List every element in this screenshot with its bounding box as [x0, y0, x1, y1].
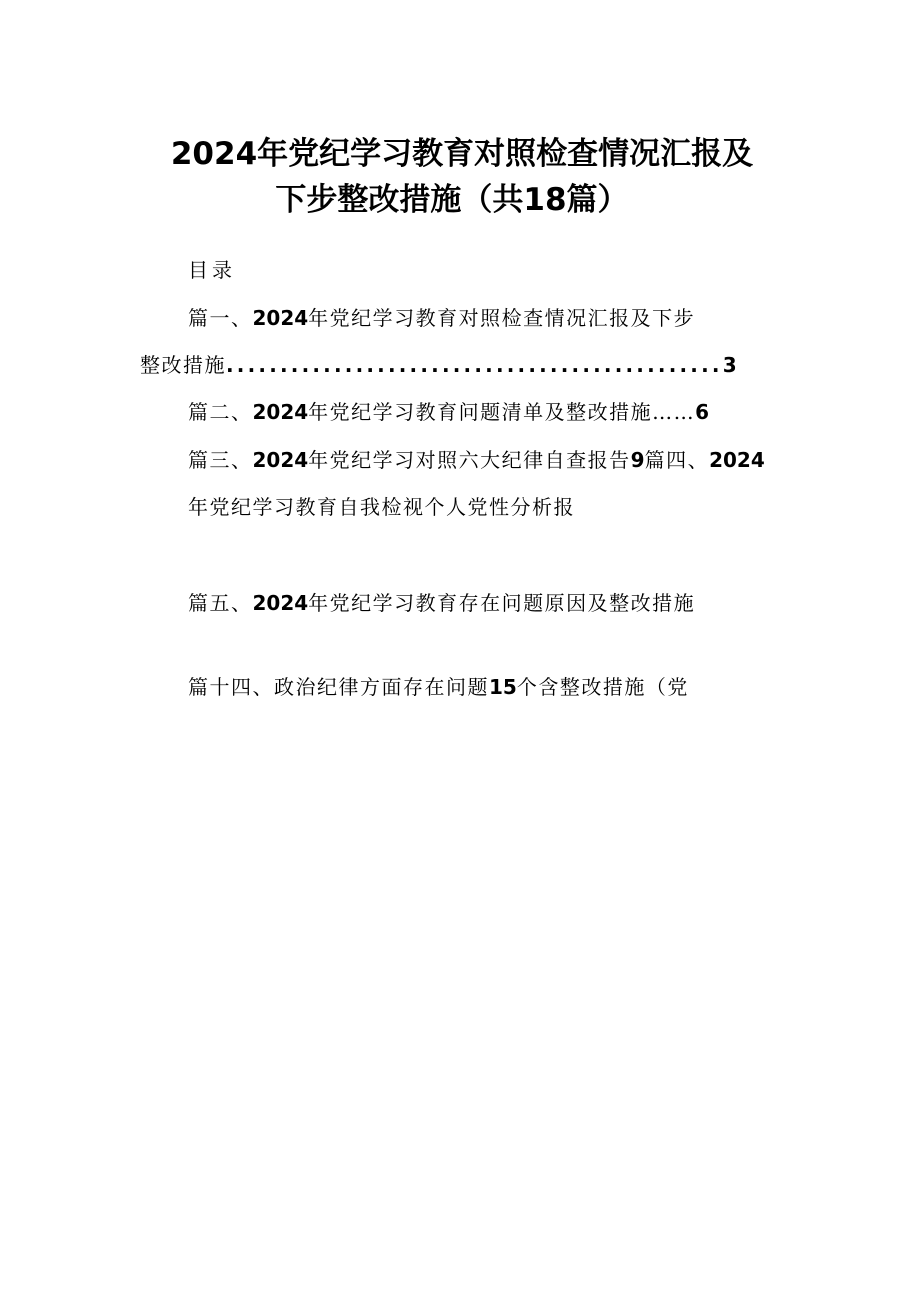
- toc-entry-5-year: 2024: [252, 591, 309, 615]
- toc-entry-2-year: 2024: [252, 400, 309, 424]
- toc-entry-1-title-b: 整改措施: [140, 353, 226, 377]
- toc-entry-4-line-2[interactable]: [188, 493, 575, 521]
- toc-entry-2-prefix: 篇二、: [188, 400, 253, 424]
- toc-entry-3-year: 2024: [252, 448, 309, 472]
- toc-entry-1-page: 3: [722, 353, 737, 377]
- toc-entry-5-prefix: 篇五、: [188, 591, 253, 615]
- toc-entry-1-title-a: 年党纪学习教育对照检查情况汇报及下步: [308, 306, 696, 330]
- toc-entry-4-title: 年党纪学习教育自我检视个人党性分析报: [188, 495, 575, 519]
- document-title-line-2: 下步整改措施（共18篇）: [275, 182, 629, 218]
- toc-entry-1-year: 2024: [252, 306, 309, 330]
- toc-entry-5-title: 年党纪学习教育存在问题原因及整改措施: [308, 591, 696, 615]
- toc-entry-4-year: 2024: [709, 448, 765, 472]
- toc-entry-2-title: 年党纪学习教育问题清单及整改措施……: [308, 400, 696, 424]
- toc-entry-1-line-2[interactable]: [140, 351, 737, 379]
- toc-entry-1-leader-dots: ..............................................: [226, 353, 723, 377]
- document-title-line-1: 2024年党纪学习教育对照检查情况汇报及: [170, 136, 754, 172]
- toc-entry-3-prefix: 篇三、: [188, 448, 253, 472]
- toc-entry-14[interactable]: [188, 673, 689, 701]
- toc-entry-1-prefix: 篇一、: [188, 306, 253, 330]
- toc-entry-14-prefix: 篇十四、政治纪律方面存在问题: [188, 675, 489, 699]
- toc-entry-3-title: 年党纪学习对照六大纪律自查报告: [308, 448, 631, 472]
- toc-entry-1-line-1[interactable]: [188, 304, 695, 332]
- toc-entry-5[interactable]: [188, 589, 695, 617]
- toc-entry-3-page: 9: [630, 448, 645, 472]
- toc-entry-2[interactable]: [188, 398, 709, 426]
- toc-entry-4-prefix: 篇四、: [644, 448, 710, 472]
- toc-entry-14-number: 15: [489, 675, 517, 699]
- toc-heading: 目录: [188, 258, 236, 282]
- toc-entry-14-title: 个含整改措施（党: [516, 675, 689, 699]
- toc-entry-3[interactable]: [188, 446, 765, 474]
- toc-entry-2-page: 6: [695, 400, 710, 424]
